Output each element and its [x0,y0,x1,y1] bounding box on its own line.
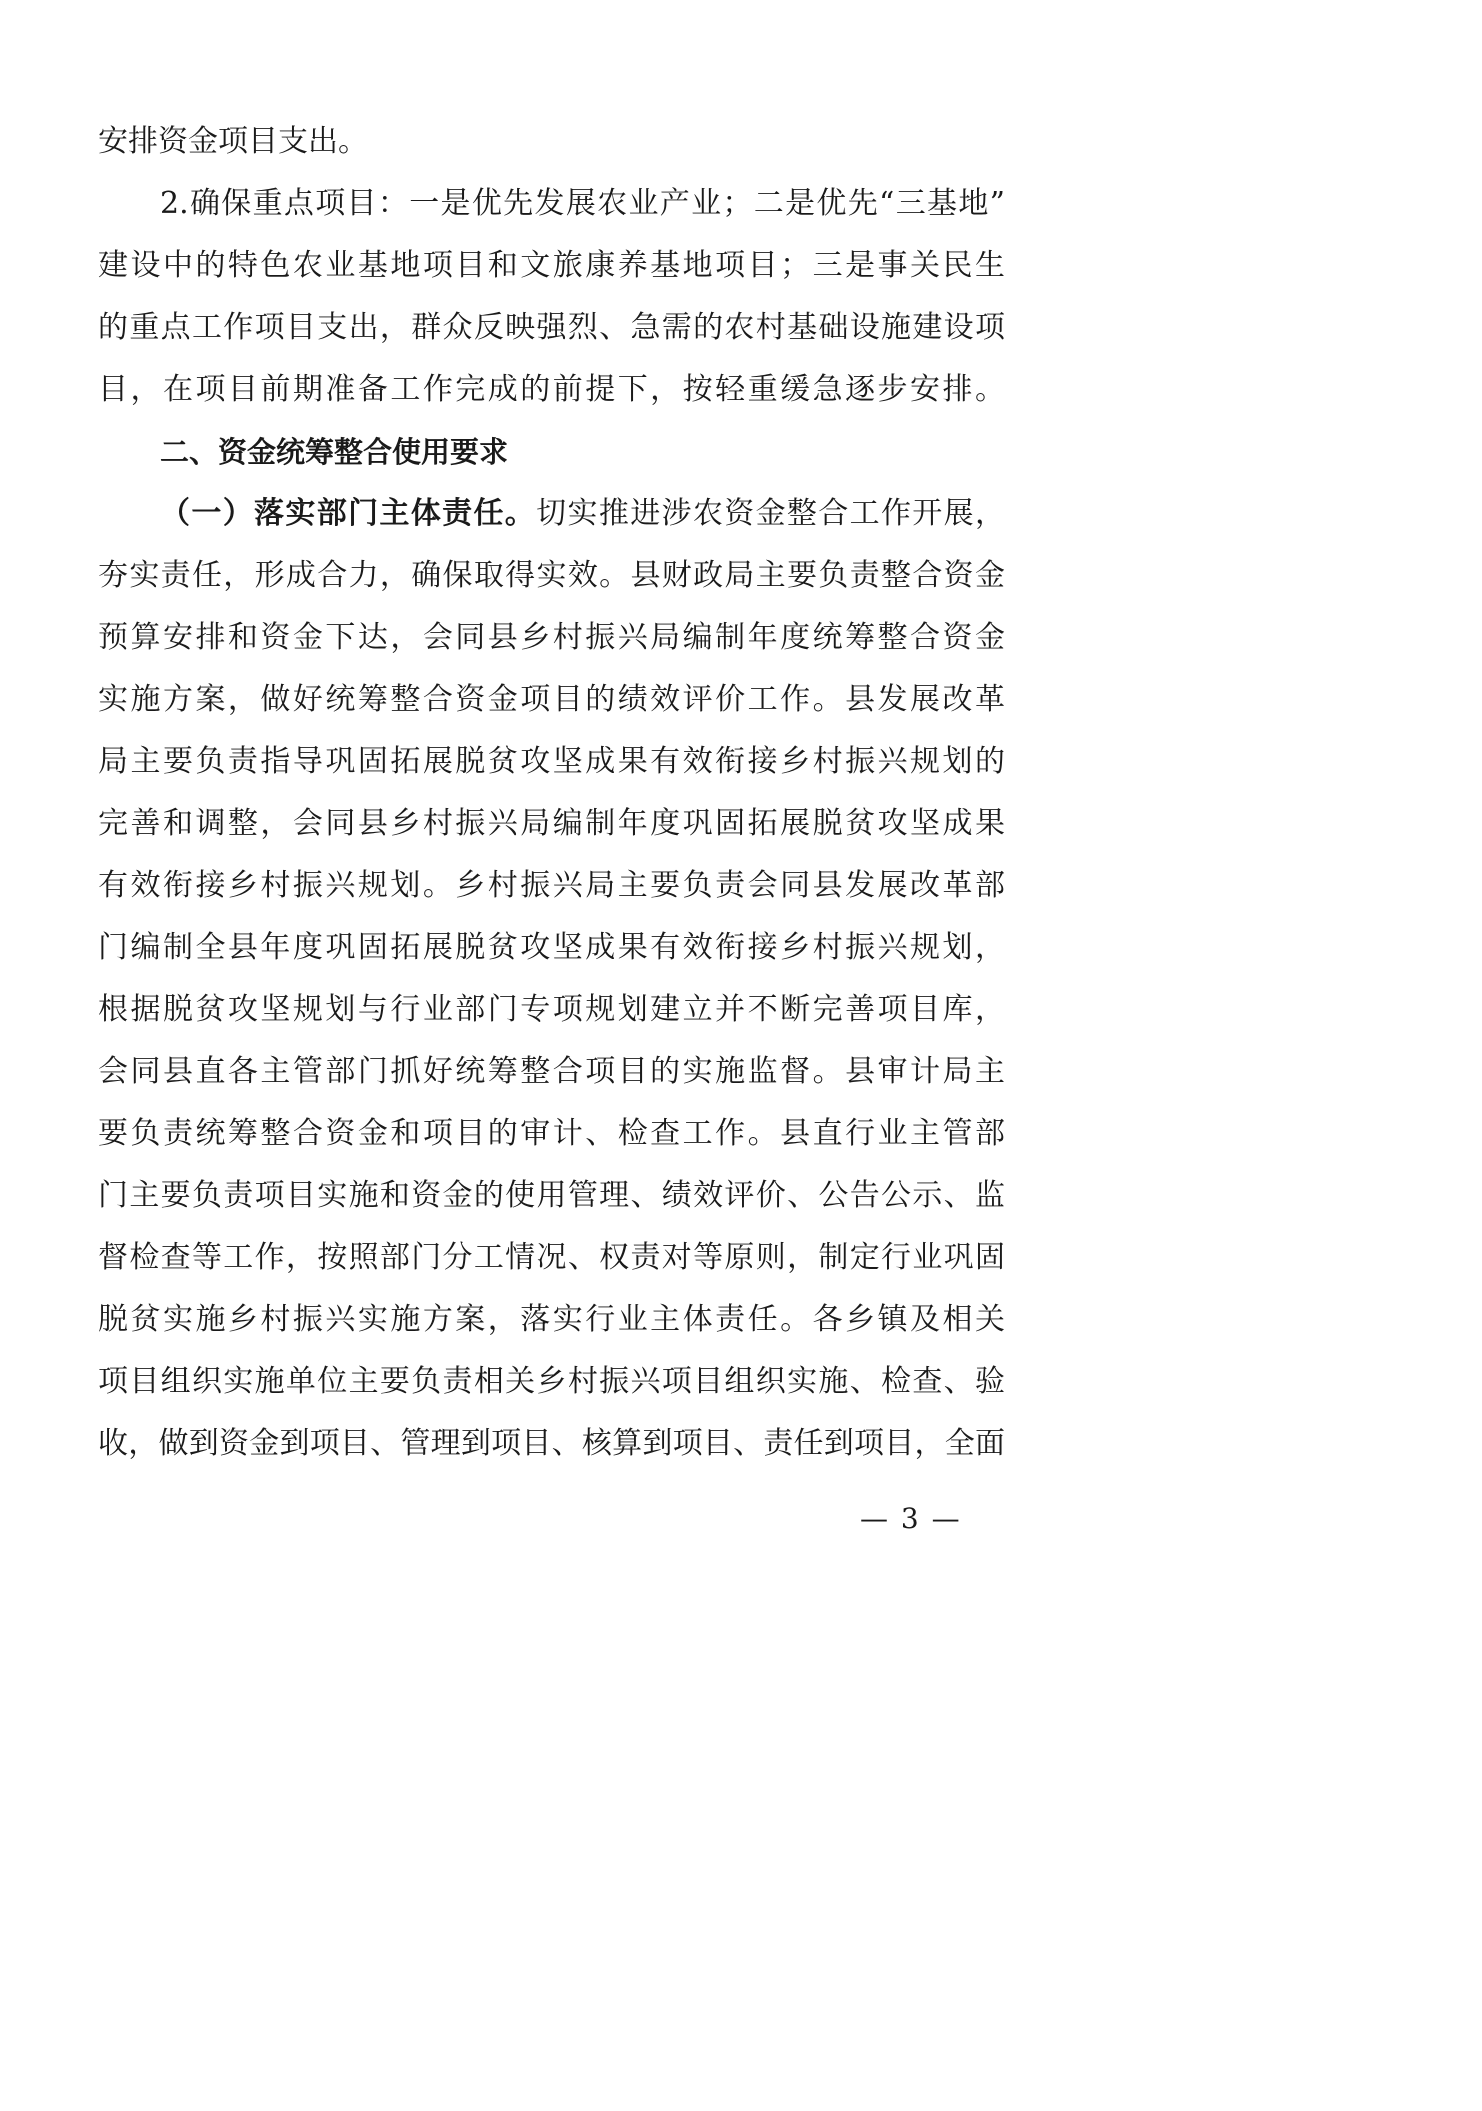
body-line: 完善和调整，会同县乡村振兴局编制年度巩固拓展脱贫攻坚成果 [98,806,1005,841]
body-line: 会同县直各主管部门抓好统筹整合项目的实施监督。县审计局主 [98,1054,1005,1089]
body-line: 安排资金项目支出。 [98,124,368,159]
subsection-lead-rest: 切实推进涉农资金整合工作开展， [536,496,1006,531]
body-line: 根据脱贫攻坚规划与行业部门专项规划建立并不断完善项目库， [98,992,1005,1027]
body-line: 实施方案，做好统筹整合资金项目的绩效评价工作。县发展改革 [98,682,1005,717]
body-line: 脱贫实施乡村振兴实施方案，落实行业主体责任。各乡镇及相关 [98,1302,1005,1337]
body-line: 的重点工作项目支出，群众反映强烈、急需的农村基础设施建设项 [98,310,1005,345]
body-line: 2.确保重点项目：一是优先发展农业产业；二是优先“三基地” [160,186,1005,221]
body-line: 要负责统筹整合资金和项目的审计、检查工作。县直行业主管部 [98,1116,1005,1151]
body-line: 预算安排和资金下达，会同县乡村振兴局编制年度统筹整合资金 [98,620,1005,655]
body-line: 门编制全县年度巩固拓展脱贫攻坚成果有效衔接乡村振兴规划， [98,930,1005,965]
body-line: 局主要负责指导巩固拓展脱贫攻坚成果有效衔接乡村振兴规划的 [98,744,1005,779]
subsection-lead: （一）落实部门主体责任。 [160,496,537,531]
section-heading: 二、资金统筹整合使用要求 [160,435,509,469]
body-line: 有效衔接乡村振兴规划。乡村振兴局主要负责会同县发展改革部 [98,868,1005,903]
document-body [98,111,1005,1475]
subsection-first-line [98,483,1005,545]
body-line: 建设中的特色农业基地项目和文旅康养基地项目；三是事关民生 [98,248,1005,283]
body-line: 目，在项目前期准备工作完成的前提下，按轻重缓急逐步安排。 [98,372,1005,407]
body-line: 门主要负责项目实施和资金的使用管理、绩效评价、公告公示、监 [98,1178,1005,1213]
body-line: 夯实责任，形成合力，确保取得实效。县财政局主要负责整合资金 [98,558,1005,593]
body-line: 项目组织实施单位主要负责相关乡村振兴项目组织实施、检查、验 [98,1364,1005,1399]
body-line: 收，做到资金到项目、管理到项目、核算到项目、责任到项目，全面 [98,1426,1005,1461]
body-line: 督检查等工作，按照部门分工情况、权责对等原则，制定行业巩固 [98,1240,1005,1275]
page-number: — 3 — [860,1502,962,1535]
